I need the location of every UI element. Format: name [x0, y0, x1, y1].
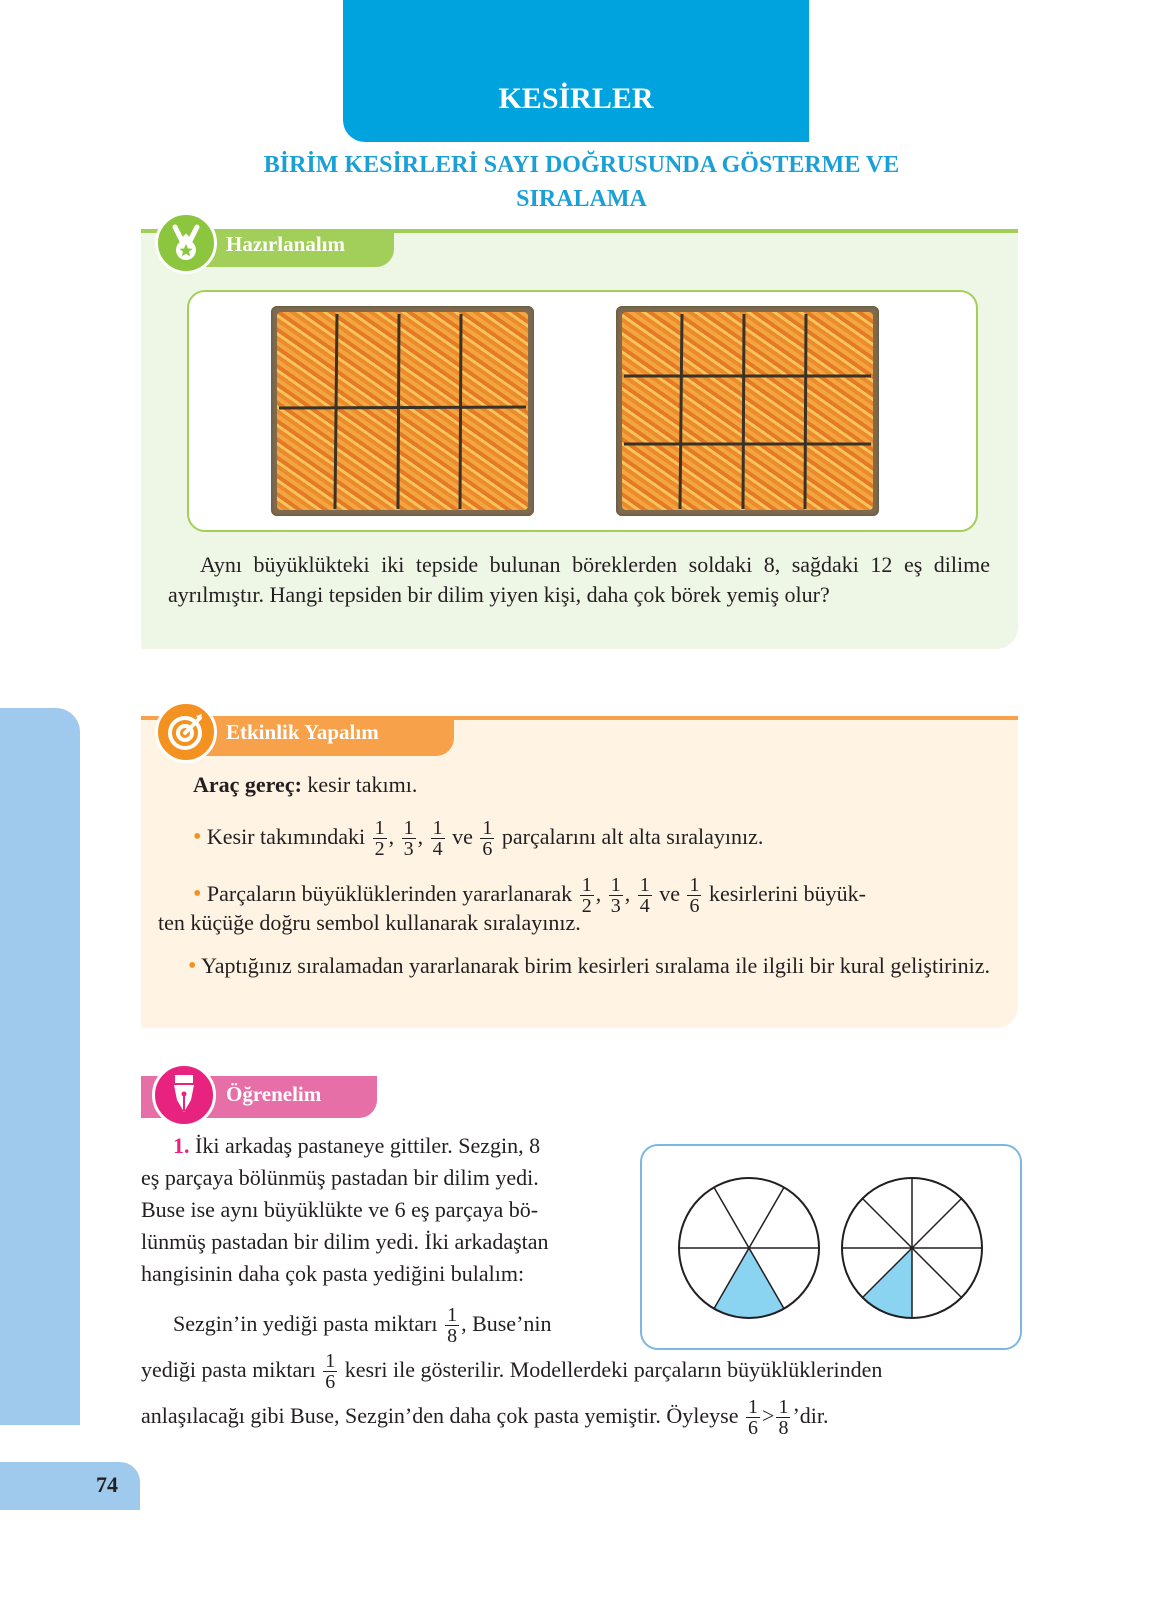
fraction-one-third: $\frac{1}{3}$ — [403, 817, 414, 861]
pen-nib-icon — [152, 1063, 216, 1127]
fraction-one-third: $\frac{1}{3}$ — [610, 874, 621, 918]
fraction-one-sixth: $\frac{1}{6}$ — [482, 817, 493, 861]
fraction-one-eighth: $\frac{1}{8}$ — [447, 1304, 458, 1348]
learn-intro: 1. İki arkadaş pastaneye gittiler. Sezgin, 8 eş parçaya bölünmüş pastadan bir dilim yedi. Buse ise aynı büyüklükte ve 6 eş parçaya bö- lünmüş pastadan bir dilim yedi. İki arkadaştan hangisinin daha çok pasta yediğini bulalım: — [141, 1133, 549, 1286]
activity-bullet-2: • Parçaların büyüklüklerinden yararlanarak $\frac{1}{2}$ , $\frac{1}{3}$ , $\frac{1}{4}$ ve $\frac{1}{6}$ kesirlerini büyük- — [193, 874, 866, 918]
subtitle-line-2: SIRALAMA — [516, 186, 647, 212]
activity-label: Etkinlik Yapalım — [226, 720, 379, 744]
pie-six-slices — [679, 1178, 819, 1318]
pie-eight-slices — [842, 1178, 982, 1318]
page-number: 74 — [96, 1472, 118, 1497]
fraction-one-half: $\frac{1}{2}$ — [374, 817, 385, 861]
fraction-one-eighth: $\frac{1}{8}$ — [778, 1396, 789, 1440]
subtitle-line-1: BİRİM KESİRLERİ SAYI DOĞRUSUNDA GÖSTERME VE — [263, 152, 900, 178]
bullet-dot: • — [193, 824, 202, 850]
conclusion-line: anlaşılacağı gibi Buse, Sezgin’den daha çok pasta yemiştir. Öyleyse $\frac{1}{6}$ > $\frac{1}{8}$ ’dir. — [141, 1396, 829, 1440]
tray-8-slices — [271, 306, 534, 516]
tools-label: Araç gereç: — [193, 772, 302, 797]
target-icon — [155, 701, 217, 763]
sezgin-line: Sezgin’in yediği pasta miktarı $\frac{1}{8}$ , Buse’nin — [173, 1304, 552, 1348]
fraction-one-sixth: $\frac{1}{6}$ — [325, 1350, 336, 1394]
learn-label: Öğrenelim — [226, 1082, 322, 1106]
page-number-tab — [0, 1462, 140, 1510]
tray-12-slices — [616, 306, 879, 516]
tools-line — [193, 770, 417, 800]
fraction-one-fourth: $\frac{1}{4}$ — [639, 874, 650, 918]
chapter-title-tab — [343, 0, 809, 142]
medal-icon — [155, 212, 217, 274]
side-decoration-bar — [0, 708, 80, 1425]
bullet-dot: • — [188, 953, 197, 979]
activity-bullet-1: • Kesir takımındaki $\frac{1}{2}$ , $\frac{1}{3}$ , $\frac{1}{4}$ ve $\frac{1}{6}$ parçalarını alt alta sıralayınız. — [193, 817, 764, 861]
chapter-title: KESİRLER — [498, 82, 654, 115]
pie-models-frame — [640, 1144, 1022, 1350]
greater-than-symbol: > — [762, 1403, 775, 1428]
fraction-one-sixth: $\frac{1}{6}$ — [748, 1396, 759, 1440]
tools-text: kesir takımı. — [301, 772, 418, 797]
fraction-one-half: $\frac{1}{2}$ — [581, 874, 592, 918]
fraction-one-fourth: $\frac{1}{4}$ — [432, 817, 443, 861]
fraction-one-sixth: $\frac{1}{6}$ — [689, 874, 700, 918]
prepare-question: Aynı büyüklükteki iki tepside bulunan böreklerden soldaki 8, sağdaki 12 eş dilime ayrılmıştır. Hangi tepsiden bir dilim yiyen kişi, daha çok börek yemiş olur? — [168, 552, 990, 607]
activity-bullet-2-line-2: ten küçüğe doğru sembol kullanarak sıralayınız. — [158, 910, 581, 935]
prepare-label: Hazırlanalım — [226, 232, 345, 256]
section-subtitle — [150, 148, 1013, 216]
buse-line: yediği pasta miktarı $\frac{1}{6}$ kesri ile gösterilir. Modellerdeki parçaların büyüklüklerinden — [141, 1350, 883, 1394]
bullet-dot: • — [193, 881, 202, 907]
item-number: 1. — [173, 1133, 190, 1158]
activity-bullet-3: • Yaptığınız sıralamadan yararlanarak birim kesirleri sıralama ile ilgili bir kural geliştiriniz. — [188, 953, 990, 979]
